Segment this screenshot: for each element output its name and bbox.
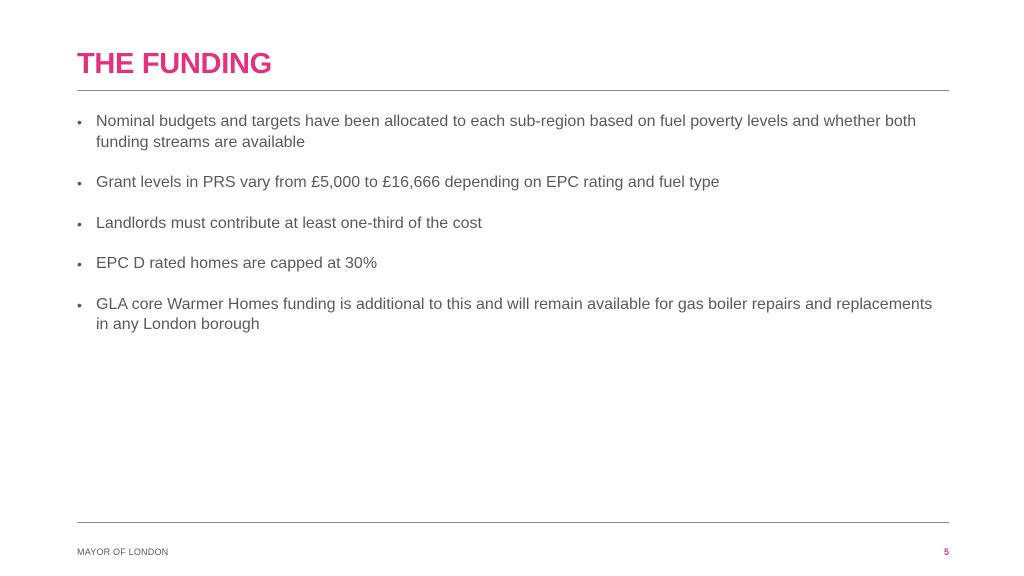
bullet-text: EPC D rated homes are capped at 30% [96, 255, 378, 272]
bullet-item [77, 295, 949, 336]
bullet-item [77, 214, 949, 235]
title-divider [77, 90, 949, 91]
footer-organisation: MAYOR OF LONDON [77, 547, 169, 557]
slide-title: THE FUNDING [77, 48, 272, 80]
bullet-icon: • [77, 114, 82, 130]
bullet-item [77, 173, 949, 194]
bullet-icon: • [77, 296, 82, 313]
bullet-list [77, 112, 949, 356]
bullet-icon: • [77, 256, 82, 272]
bullet-icon: • [77, 175, 82, 191]
bullet-text: Landlords must contribute at least one-third of the cost [96, 214, 482, 232]
page-number: 5 [943, 547, 949, 557]
bullet-text: GLA core Warmer Homes funding is additional to this and will remain available for gas boiler repairs and replacements in any London borough [96, 295, 933, 333]
bullet-icon: • [77, 215, 82, 232]
bullet-text: Grant levels in PRS vary from £5,000 to £16,666 depending on EPC rating and fuel type [96, 174, 720, 191]
bullet-text: Nominal budgets and targets have been allocated to each sub-region based on fuel poverty levels and whether both funding streams are available [96, 113, 917, 151]
bullet-item [77, 254, 949, 275]
bullet-item [77, 112, 949, 153]
footer-divider [77, 522, 949, 523]
